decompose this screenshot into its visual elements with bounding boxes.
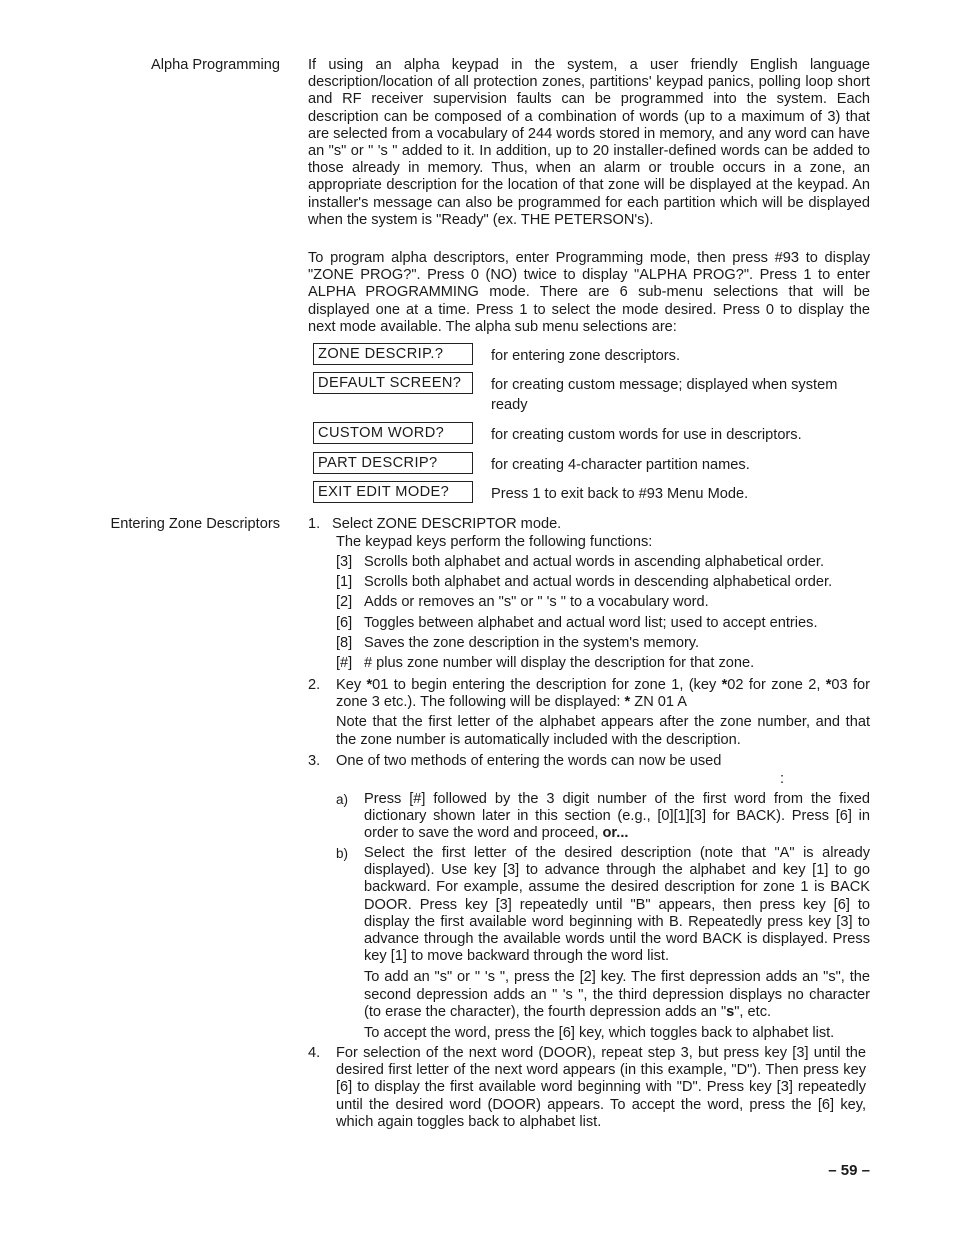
key-label: [1] bbox=[336, 574, 353, 590]
method-letter: b) bbox=[336, 846, 349, 861]
step-colon: : bbox=[780, 771, 785, 787]
keys-intro: The keypad keys perform the following functions: bbox=[336, 534, 653, 550]
key-function-row bbox=[336, 635, 870, 652]
step-number: 1. bbox=[308, 516, 321, 532]
screen-description: Press 1 to exit back to #93 Menu Mode. bbox=[491, 486, 749, 502]
screen-row bbox=[313, 481, 870, 504]
lcd-display-box: PART DESCRIP? bbox=[313, 452, 473, 474]
step-text: Select ZONE DESCRIPTOR mode. bbox=[332, 516, 562, 532]
key-label: [3] bbox=[336, 554, 353, 570]
key-function-row bbox=[336, 655, 870, 672]
step-number: 3. bbox=[308, 753, 321, 769]
key-label: [6] bbox=[336, 615, 353, 631]
step-3 bbox=[308, 753, 870, 787]
method-text: Press [#] followed by the 3 digit number of the first word from the fixed dictionary shown later in this section (e.g., [0][1][3] for BACK). Press [6] in order to save the word and proceed, or... bbox=[364, 791, 870, 842]
key-function-row bbox=[336, 554, 870, 571]
key-function-row bbox=[336, 615, 870, 632]
screen-row bbox=[313, 372, 870, 415]
intro-paragraph-2 bbox=[308, 250, 870, 336]
step-number: 2. bbox=[308, 677, 321, 693]
screen-row bbox=[313, 422, 870, 445]
lcd-display-box: ZONE DESCRIP.? bbox=[313, 343, 473, 365]
screen-description: for creating custom message; displayed when system ready bbox=[491, 377, 838, 413]
key-description: Saves the zone description in the system's memory. bbox=[364, 635, 700, 651]
key-function-row bbox=[336, 574, 870, 591]
lcd-display-box: EXIT EDIT MODE? bbox=[313, 481, 473, 503]
screen-row bbox=[313, 343, 870, 366]
key-description: # plus zone number will display the description for that zone. bbox=[364, 655, 755, 671]
screen-row bbox=[313, 452, 870, 475]
key-description: Adds or removes an "s" or " 's " to a vocabulary word. bbox=[364, 594, 709, 610]
method-text: Select the first letter of the desired description (note that "A" is already displayed). Use key [3] to advance through the alphabet and key [1] to go backward. For example, assume the desired description for zone 1 is BACK DOOR. Press key [3] repeatedly until "B" appears, then press key [6] to display the first available word beginning with B. Repeatedly press key [3] to advance through the available words until the word BACK is displayed. Press key [1] to move backward through the word list. bbox=[364, 845, 870, 965]
key-description: Scrolls both alphabet and actual words in ascending alphabetical order. bbox=[364, 554, 825, 570]
intro-text-1: If using an alpha keypad in the system, a user friendly English language description/location of all protection zones, partitions' keypad panics, polling loop short and RF receiver supervision faults can be programmed into the system. Each description can be composed of a combination of words (up to a maximum of 3) that are selected from a vocabulary of 244 words stored in memory, and any word can have an "s" or " 's " added to it. In addition, up to 20 installer-defined words can be added to those already in memory. Thus, when an alarm or trouble occurs in a zone, an appropriate description for the location of that zone will be displayed at the keypad. An installer's message can also be programmed for each partition which will be displayed when the system is "Ready" (ex. THE PETERSON's). bbox=[308, 57, 870, 228]
key-label: [2] bbox=[336, 594, 353, 610]
step-text: For selection of the next word (DOOR), repeat step 3, but press key [3] until the desired first letter of the next word appears (in this example, "D"). Then press key [6] to display the first available word beginning with "D". Press key [3] repeatedly until the desired word (DOOR) appears. To accept the word, press the [6] key, which again toggles back to alphabet list. bbox=[336, 1045, 866, 1130]
intro-paragraph-1 bbox=[308, 57, 870, 229]
key-description: Scrolls both alphabet and actual words in descending alphabetical order. bbox=[364, 574, 833, 590]
section-heading-alpha-programming: Alpha Programming bbox=[151, 57, 280, 73]
intro-text-2: To program alpha descriptors, enter Programming mode, then press #93 to display "ZONE PROG?". Press 0 (NO) twice to display "ALPHA PROG?". Press 1 to enter ALPHA PROGRAMMING mode. There are 6 sub-menu selections that will be displayed one at a time. Press 1 to select the mode desired. Press 0 to display the next mode available. The alpha sub menu selections are: bbox=[308, 250, 870, 335]
key-description: Toggles between alphabet and actual word list; used to accept entries. bbox=[364, 615, 818, 631]
screen-description: for entering zone descriptors. bbox=[491, 348, 681, 364]
key-label: [8] bbox=[336, 635, 353, 651]
step-note: Note that the first letter of the alphabet appears after the zone number, and that the zone number is automatically included with the description. bbox=[336, 714, 870, 748]
step-4 bbox=[308, 1045, 870, 1131]
key-function-row bbox=[336, 594, 870, 611]
page-number: – 59 – bbox=[828, 1162, 870, 1179]
key-label: [#] bbox=[336, 655, 353, 671]
method-text: To add an "s" or " 's ", press the [2] key. The first depression adds an "s", the second depression adds an " 's ", the third depression displays no character (to erase the character), the fourth depression adds an "s", etc. bbox=[364, 969, 870, 1020]
method-a bbox=[336, 791, 870, 843]
screen-description: for creating 4-character partition names. bbox=[491, 457, 750, 473]
step-number: 4. bbox=[308, 1045, 321, 1061]
method-text: To accept the word, press the [6] key, which toggles back to alphabet list. bbox=[364, 1025, 835, 1042]
lcd-display-box: DEFAULT SCREEN? bbox=[313, 372, 473, 394]
section-heading-entering-zone-descriptors: Entering Zone Descriptors bbox=[110, 516, 280, 532]
screen-description: for creating custom words for use in descriptors. bbox=[491, 427, 802, 443]
step-2 bbox=[308, 677, 870, 749]
step-1 bbox=[308, 516, 870, 533]
method-letter: a) bbox=[336, 792, 349, 807]
step-text: One of two methods of entering the words can now be used bbox=[336, 753, 722, 769]
lcd-display-box: CUSTOM WORD? bbox=[313, 422, 473, 444]
step-text: Key *01 to begin entering the description for zone 1, (key *02 for zone 2, *03 for zone 3 etc.). The following will be displayed: * ZN 01 A bbox=[336, 677, 870, 711]
method-b bbox=[336, 845, 870, 1042]
